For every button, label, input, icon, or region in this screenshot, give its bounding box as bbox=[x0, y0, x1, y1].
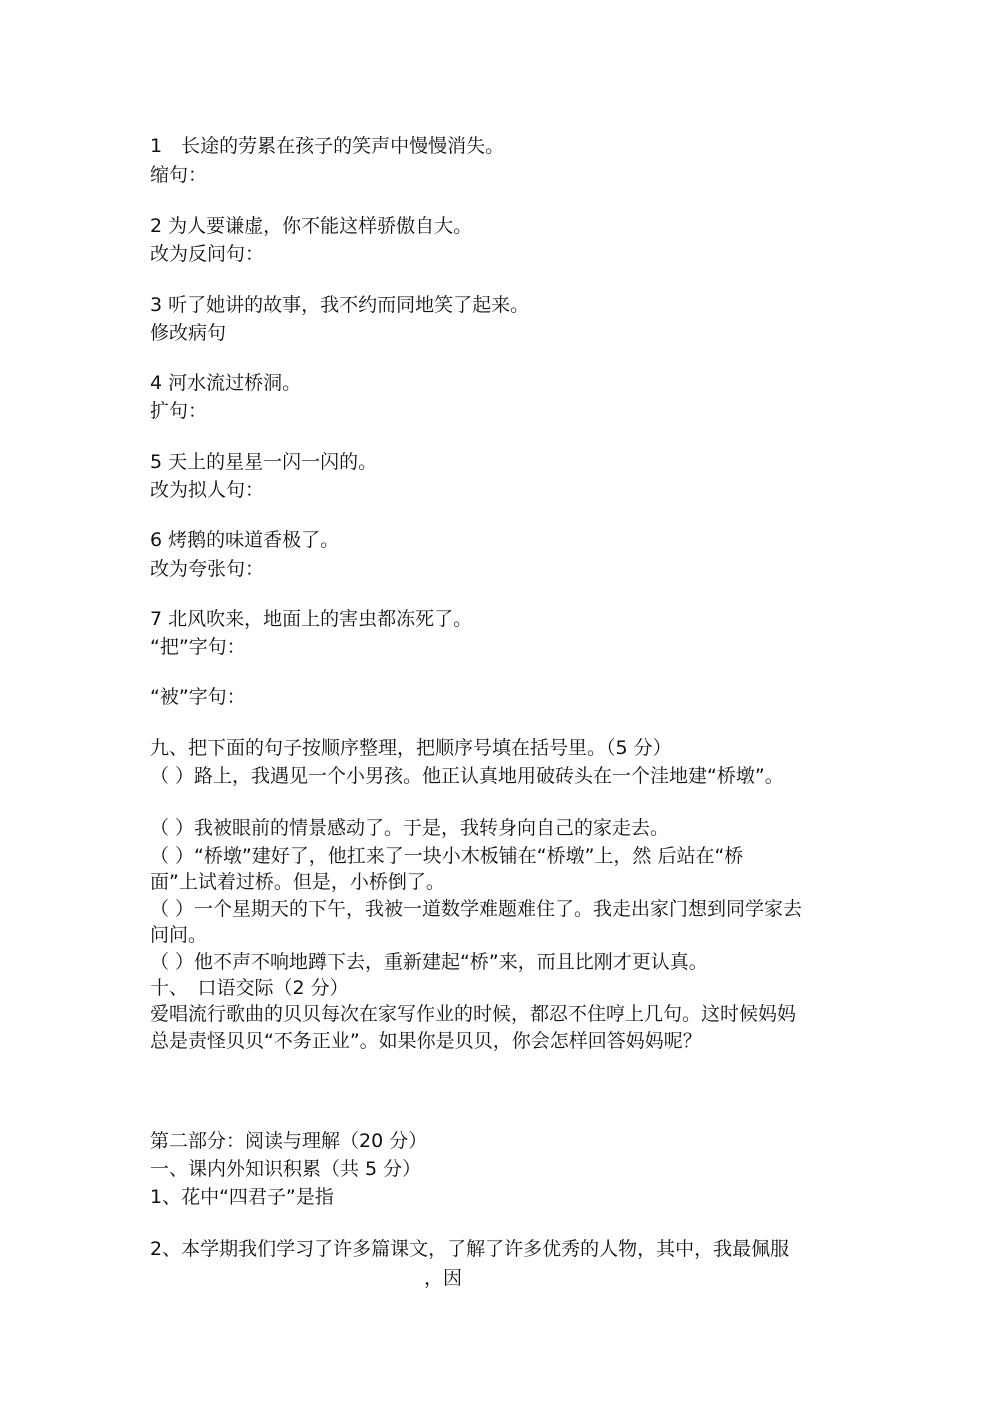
q5-prompt: 改为拟人句： bbox=[150, 479, 265, 501]
q2-sentence: 2 为人要谦虚，你不能这样骄傲自大。 bbox=[150, 215, 473, 237]
section9-item: （ ）路上，我遇见一个小男孩。他正认真地用破砖头在一个洼地建“桥墩”。 bbox=[150, 765, 784, 787]
q6-sentence: 6 烤鹅的味道香极了。 bbox=[150, 529, 340, 551]
q7-prompt-ba: “把”字句： bbox=[150, 636, 246, 658]
q7-prompt-bei: “被”字句： bbox=[150, 686, 246, 708]
section9-heading: 九、把下面的句子按顺序整理，把顺序号填在括号里。（5 分） bbox=[150, 737, 672, 759]
q4-sentence: 4 河水流过桥洞。 bbox=[150, 372, 302, 394]
section9-item: （ ）“桥墩”建好了，他扛来了一块小木板铺在“桥墩”上，然 后站在“桥 bbox=[150, 845, 744, 867]
part2-heading: 第二部分：阅读与理解（20 分） bbox=[150, 1130, 428, 1152]
section9-item-continued: 面”上试着过桥。但是，小桥倒了。 bbox=[150, 871, 445, 893]
section9-item: （ ）一个星期天的下午，我被一道数学难题难住了。我走出家门想到同学家去 bbox=[150, 898, 803, 920]
part2-subheading: 一、课内外知识积累（共 5 分） bbox=[150, 1158, 422, 1180]
part2-q2-line1: 2、本学期我们学习了许多篇课文，了解了许多优秀的人物，其中，我最佩服 bbox=[150, 1238, 790, 1260]
section9-item: （ ）他不声不响地蹲下去，重新建起“桥”来，而且比刚才更认真。 bbox=[150, 951, 708, 973]
section10-heading: 十、 口语交际（2 分） bbox=[150, 977, 349, 999]
section10-text: 总是责怪贝贝“不务正业”。如果你是贝贝，你会怎样回答妈妈呢？ bbox=[150, 1030, 702, 1052]
q7-sentence: 7 北风吹来，地面上的害虫都冻死了。 bbox=[150, 608, 473, 630]
q3-prompt: 修改病句 bbox=[150, 322, 227, 344]
section9-item-continued: 问问。 bbox=[150, 924, 208, 946]
q5-sentence: 5 天上的星星一闪一闪的。 bbox=[150, 451, 378, 473]
q3-sentence: 3 听了她讲的故事，我不约而同地笑了起来。 bbox=[150, 294, 530, 316]
section10-text: 爱唱流行歌曲的贝贝每次在家写作业的时候，都忍不住哼上几句。这时候妈妈 bbox=[150, 1003, 797, 1025]
q2-prompt: 改为反问句： bbox=[150, 243, 265, 265]
q6-prompt: 改为夸张句： bbox=[150, 558, 265, 580]
q1-prompt: 缩句： bbox=[150, 164, 208, 186]
part2-q1: 1、花中“四君子”是指 bbox=[150, 1186, 334, 1208]
section9-item: （ ）我被眼前的情景感动了。于是，我转身向自己的家走去。 bbox=[150, 817, 670, 839]
q1-sentence: 1 长途的劳累在孩子的笑声中慢慢消失。 bbox=[150, 135, 505, 157]
part2-q2-line2: ，因 bbox=[424, 1267, 463, 1289]
q4-prompt: 扩句： bbox=[150, 400, 208, 422]
